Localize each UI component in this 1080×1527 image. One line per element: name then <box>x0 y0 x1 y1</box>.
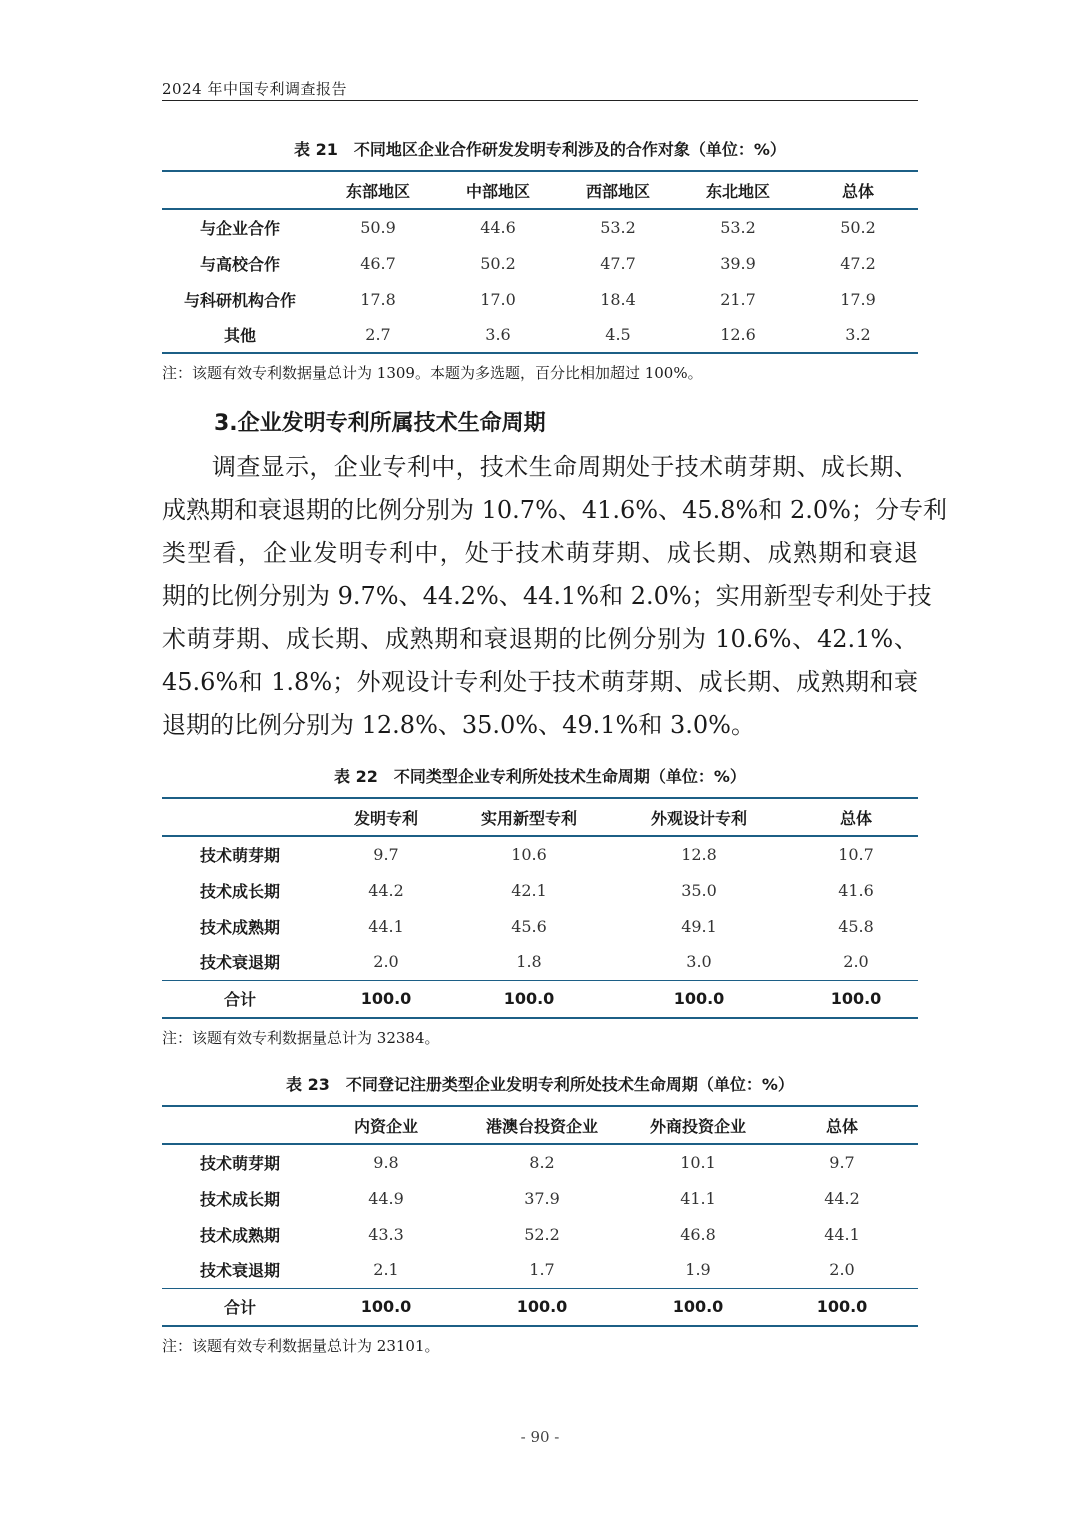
table-cell: 50.9 <box>360 218 396 237</box>
table-row <box>162 1252 918 1288</box>
table-cell: 9.8 <box>373 1153 399 1172</box>
table-cell: 44.9 <box>368 1188 404 1208</box>
table22-caption <box>162 764 918 787</box>
table-cell: 9.7 <box>829 1153 855 1172</box>
row-label: 与科研机构合作 <box>183 290 296 310</box>
table23-header-corner <box>162 1106 318 1144</box>
table-cell: 10.7 <box>838 845 874 864</box>
table23-title: 不同登记注册类型企业发明专利所处技术生命周期（单位：%） <box>345 1075 794 1094</box>
body-line: 术萌芽期、成长期、成熟期和衰退期的比例分别为 10.6%、42.1%、 <box>162 625 918 653</box>
table-cell: 47.2 <box>840 253 876 273</box>
table-row <box>162 944 918 980</box>
table23-caption <box>162 1072 918 1095</box>
row-label: 技术成长期 <box>199 881 280 901</box>
table-row <box>162 908 918 944</box>
table22-note: 注：该题有效专利数据量总计为 32384。 <box>162 1029 440 1047</box>
table-cell: 4.5 <box>605 325 631 344</box>
total-cell: 100.0 <box>672 1297 724 1317</box>
table21-caption <box>162 137 918 160</box>
table-row <box>162 872 918 908</box>
row-label: 与企业合作 <box>199 219 280 238</box>
table-cell: 45.8 <box>838 916 874 936</box>
table-cell: 47.7 <box>600 253 636 273</box>
table22 <box>162 797 918 1019</box>
row-label: 技术成熟期 <box>199 917 280 937</box>
total-cell: 100.0 <box>503 989 555 1009</box>
table-cell: 45.6 <box>511 916 547 936</box>
body-line: 调查显示，企业专利中，技术生命周期处于技术萌芽期、成长期、 <box>212 453 918 481</box>
table-cell: 44.6 <box>480 218 516 237</box>
table-cell: 17.9 <box>840 289 876 309</box>
table23-header-overall: 总体 <box>825 1116 858 1136</box>
row-label: 与高校合作 <box>199 254 280 274</box>
table-cell: 2.0 <box>843 952 869 972</box>
table21-title: 不同地区企业合作研发发明专利涉及的合作对象（单位：%） <box>353 140 786 159</box>
body-line: 45.6%和 1.8%；外观设计专利处于技术萌芽期、成长期、成熟期和衰 <box>162 668 918 696</box>
table22-header-design: 外观设计专利 <box>650 808 747 828</box>
table-cell: 44.2 <box>824 1188 860 1208</box>
total-cell: 100.0 <box>830 989 882 1009</box>
table21-header-overall: 总体 <box>841 181 874 201</box>
table-cell: 1.8 <box>516 952 542 972</box>
table-cell: 3.6 <box>485 325 511 344</box>
table21-number: 表 21 <box>294 140 338 159</box>
table21 <box>162 170 918 354</box>
table22-title: 不同类型企业专利所处技术生命周期（单位：%） <box>393 767 746 786</box>
body-line: 成熟期和衰退期的比例分别为 10.7%、41.6%、45.8%和 2.0%；分专利 <box>162 496 947 524</box>
table-cell: 53.2 <box>600 218 636 237</box>
table21-header-corner <box>162 171 318 209</box>
table-row <box>162 281 918 317</box>
table-cell: 2.7 <box>365 325 391 344</box>
total-label: 合计 <box>223 990 256 1010</box>
table-cell: 50.2 <box>840 218 876 237</box>
total-row <box>162 1288 918 1326</box>
table22-header-corner <box>162 798 318 836</box>
table-cell: 41.1 <box>680 1188 716 1208</box>
row-label: 技术成熟期 <box>199 1225 280 1245</box>
row-label: 技术萌芽期 <box>199 1154 280 1173</box>
row-label: 技术成长期 <box>199 1189 280 1209</box>
total-label: 合计 <box>223 1298 256 1318</box>
table-row <box>162 245 918 281</box>
table22-number: 表 22 <box>334 767 378 786</box>
table-cell: 44.1 <box>368 916 404 936</box>
page-number: - 90 - <box>520 1428 560 1446</box>
table-cell: 18.4 <box>600 289 636 309</box>
table23-header-foreign: 外商投资企业 <box>649 1116 746 1136</box>
table-row <box>162 317 918 353</box>
table23-header-row <box>162 1106 918 1144</box>
table-row <box>162 209 918 245</box>
row-label: 技术衰退期 <box>199 953 280 973</box>
table-cell: 8.2 <box>529 1153 555 1172</box>
row-label: 技术衰退期 <box>199 1261 280 1281</box>
table-cell: 12.8 <box>681 845 717 864</box>
table-row <box>162 1144 918 1180</box>
table-cell: 46.7 <box>360 253 396 273</box>
body-line: 类型看，企业发明专利中，处于技术萌芽期、成长期、成熟期和衰退 <box>162 539 918 567</box>
table-cell: 37.9 <box>524 1188 560 1208</box>
table-cell: 52.2 <box>524 1224 560 1244</box>
table-cell: 53.2 <box>720 218 756 237</box>
table23 <box>162 1105 918 1327</box>
table-cell: 17.8 <box>360 289 396 309</box>
table-cell: 21.7 <box>720 289 756 309</box>
total-cell: 100.0 <box>360 989 412 1009</box>
table-cell: 1.7 <box>529 1260 555 1280</box>
table-cell: 43.3 <box>368 1224 404 1244</box>
table-cell: 46.8 <box>680 1224 716 1244</box>
table-cell: 41.6 <box>838 880 874 900</box>
table-row <box>162 1216 918 1252</box>
table22-header-invention: 发明专利 <box>353 808 418 828</box>
table-row <box>162 1180 918 1216</box>
table-cell: 12.6 <box>720 325 756 344</box>
table21-header-northeast: 东北地区 <box>705 181 770 201</box>
table-cell: 2.1 <box>373 1260 399 1280</box>
table-cell: 44.1 <box>824 1224 860 1244</box>
table23-header-hmt: 港澳台投资企业 <box>485 1116 598 1136</box>
body-line: 退期的比例分别为 12.8%、35.0%、49.1%和 3.0%。 <box>162 711 755 739</box>
total-cell: 100.0 <box>673 989 725 1009</box>
table-cell: 50.2 <box>480 253 516 273</box>
table-cell: 10.6 <box>511 845 547 864</box>
row-label: 其他 <box>223 326 256 345</box>
table-row <box>162 836 918 872</box>
table-cell: 39.9 <box>720 253 756 273</box>
total-cell: 100.0 <box>516 1297 568 1317</box>
total-row <box>162 980 918 1018</box>
table23-note: 注：该题有效专利数据量总计为 23101。 <box>162 1337 440 1355</box>
table-cell: 1.9 <box>685 1260 711 1280</box>
table21-header-west: 西部地区 <box>585 181 650 201</box>
table-cell: 49.1 <box>681 916 717 936</box>
table22-header-row <box>162 798 918 836</box>
table23-header-domestic: 内资企业 <box>353 1116 418 1136</box>
table-cell: 3.0 <box>686 952 712 972</box>
total-cell: 100.0 <box>816 1297 868 1317</box>
table-cell: 9.7 <box>373 845 399 864</box>
table-cell: 35.0 <box>681 880 717 900</box>
table21-header-central: 中部地区 <box>465 181 530 201</box>
section-heading: 3.企业发明专利所属技术生命周期 <box>214 411 546 436</box>
table-cell: 42.1 <box>511 880 547 900</box>
table22-header-utility: 实用新型专利 <box>480 808 577 828</box>
header-rule <box>162 100 918 101</box>
table-cell: 3.2 <box>845 325 871 344</box>
running-header: 2024 年中国专利调查报告 <box>162 80 347 98</box>
row-label: 技术萌芽期 <box>199 846 280 865</box>
table-cell: 17.0 <box>480 289 516 309</box>
total-cell: 100.0 <box>360 1297 412 1317</box>
table21-header-east: 东部地区 <box>345 181 410 201</box>
table-cell: 44.2 <box>368 880 404 900</box>
table-cell: 2.0 <box>829 1260 855 1280</box>
table21-header-row <box>162 171 918 209</box>
table-cell: 2.0 <box>373 952 399 972</box>
table-cell: 10.1 <box>680 1153 716 1172</box>
table23-number: 表 23 <box>286 1075 330 1094</box>
body-line: 期的比例分别为 9.7%、44.2%、44.1%和 2.0%；实用新型专利处于技 <box>162 582 932 610</box>
table21-note: 注：该题有效专利数据量总计为 1309。本题为多选题，百分比相加超过 100%。 <box>162 364 703 382</box>
table22-header-overall: 总体 <box>839 808 872 828</box>
